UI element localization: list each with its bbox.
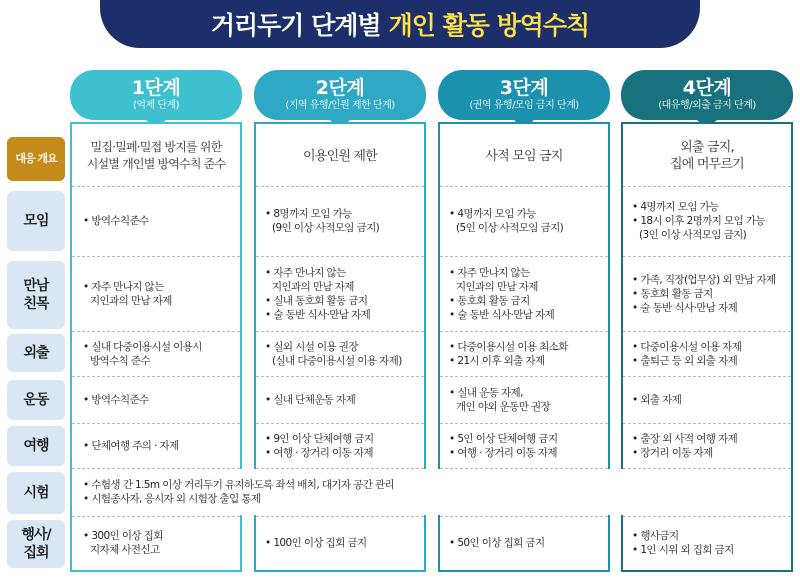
- meeting-stage-3: [446, 188, 606, 254]
- list-item: • 술 동반 식사·만남 자제: [449, 309, 555, 321]
- event-stage-1: [80, 517, 238, 569]
- travel-stage-3: [446, 424, 606, 467]
- row-separator: [623, 186, 791, 187]
- row-separator: [440, 256, 608, 257]
- list-item: • 4명까지 모임 가능 (5인 이상 사적모임 금지): [449, 208, 564, 234]
- list-item: • 18시 이후 2명까지 모임 가능 (3인 이상 사적모임 금지): [632, 215, 765, 241]
- summary-text: 사적 모임 금지: [485, 148, 563, 164]
- list-item: • 1인 시위 외 집회 금지: [632, 544, 734, 556]
- stage-4-sub: (대유행/외출 금지 단계): [658, 100, 756, 111]
- list-item: • 다중이용시설 이용 최소화: [449, 340, 568, 353]
- row-separator: [256, 256, 424, 257]
- list-item: • 동호회 활동 금지: [449, 295, 530, 307]
- title-part2: 개인 활동 방역수칙: [388, 11, 590, 40]
- row-label-event: 행사/ 집회: [7, 520, 65, 568]
- outing-stage-1: [80, 332, 238, 375]
- title-part1: 거리두기 단계별: [210, 11, 381, 40]
- outing-stage-2: [262, 332, 422, 375]
- list-item: • 행사금지: [632, 530, 679, 542]
- list-item: • 자주 만나지 않는 지인과의 만남 자제: [83, 281, 172, 307]
- exercise-stage-3: [446, 377, 606, 422]
- stage-2-name: 2단계: [315, 77, 365, 99]
- list-item: • 단체여행 주의 · 자제: [83, 439, 179, 452]
- list-item: • 가족, 직장(업무상) 외 만남 자제: [632, 274, 776, 286]
- stage-1-header: [70, 70, 242, 120]
- summary-stage-4: [623, 127, 791, 185]
- list-item: • 출퇴근 등 외 외출 자제: [632, 354, 738, 367]
- list-item: • 시험종사자, 응시자 외 시험장 출입 통제: [83, 493, 261, 505]
- meeting-stage-1: [80, 188, 238, 254]
- stage-4-name: 4단계: [682, 77, 732, 99]
- list-item: • 50인 이상 집회 금지: [449, 537, 545, 549]
- row-label-travel: 여행: [7, 426, 65, 466]
- row-label-meeting: 모임: [7, 191, 65, 251]
- travel-stage-1: [80, 424, 238, 467]
- page-title: [100, 0, 700, 48]
- event-stage-3: [446, 517, 606, 569]
- list-item: • 실내 단체운동 자제: [265, 393, 356, 406]
- list-item: • 여행 · 장거리 이동 자제: [449, 446, 557, 459]
- social-stage-2: [262, 258, 422, 330]
- list-item: • 100인 이상 집회 금지: [265, 537, 367, 549]
- list-item: • 장거리 이동 자제: [632, 446, 713, 459]
- summary-stage-1: [72, 127, 240, 185]
- stage-1-sub: (억제 단계): [132, 100, 180, 111]
- list-item: • 실내 운동 자제, 개인 야외 운동만 권장: [449, 386, 551, 413]
- travel-stage-4: [629, 424, 789, 467]
- list-item: • 방역수칙준수: [83, 393, 149, 406]
- list-item: • 9인 이상 단체여행 금지: [265, 432, 374, 445]
- row-separator: [440, 186, 608, 187]
- list-item: • 실내 다중이용시설 이용시 방역수칙 준수: [83, 340, 202, 367]
- meeting-stage-2: [262, 188, 422, 254]
- row-separator: [256, 186, 424, 187]
- exam-all-stages: [80, 469, 785, 515]
- outing-stage-4: [629, 332, 789, 375]
- summary-text: 이용인원 제한: [303, 148, 377, 164]
- row-separator: [72, 186, 240, 187]
- row-separator: [72, 256, 240, 257]
- social-stage-4: [629, 258, 789, 330]
- exercise-stage-4: [629, 377, 789, 422]
- list-item: • 동호회 활동 금지: [632, 288, 713, 300]
- summary-text: 외출 금지, 집에 머무르기: [670, 140, 744, 172]
- summary-stage-3: [440, 127, 608, 185]
- stage-3-sub: (권역 유행/모임 금지 단계): [469, 100, 579, 111]
- list-item: • 여행 · 장거리 이동 자제: [265, 446, 373, 459]
- list-item: • 술 동반 식사·만남 자제: [265, 309, 371, 321]
- list-item: • 21시 이후 외출 자제: [449, 354, 545, 367]
- summary-stage-2: [256, 127, 424, 185]
- stage-3-header: [438, 70, 610, 120]
- exercise-stage-1: [80, 377, 238, 422]
- list-item: • 실내 동호회 활동 금지: [265, 295, 368, 307]
- event-stage-2: [262, 517, 422, 569]
- list-item: • 다중이용시설 이용 자제: [632, 340, 742, 353]
- event-stage-4: [629, 517, 789, 569]
- travel-stage-2: [262, 424, 422, 467]
- social-stage-1: [80, 258, 238, 330]
- list-item: • 300인 이상 집회 지자체 사전신고: [83, 530, 163, 556]
- meeting-stage-4: [629, 188, 789, 254]
- summary-text: 밀집·밀폐·밀접 방지를 위한 시설별 개인별 방역수칙 준수: [86, 140, 226, 171]
- list-item: • 5인 이상 단체여행 금지: [449, 432, 558, 445]
- row-separator: [623, 256, 791, 257]
- row-label-exam: 시험: [7, 472, 65, 514]
- list-item: • 자주 만나지 않는 지인과의 만남 자제: [265, 267, 354, 293]
- stage-1-name: 1단계: [131, 77, 181, 99]
- row-label-outing: 외출: [7, 334, 65, 372]
- row-label-summary: 대응 개요: [7, 137, 65, 181]
- outing-stage-3: [446, 332, 606, 375]
- list-item: • 실외 시설 이용 권장 (실내 다중이용시설 이용 자제): [265, 340, 402, 367]
- social-stage-3: [446, 258, 606, 330]
- stage-3-name: 3단계: [499, 77, 549, 99]
- list-item: • 방역수칙준수: [83, 215, 149, 227]
- list-item: • 출장 외 사적 여행 자제: [632, 432, 738, 445]
- stage-2-header: [254, 70, 426, 120]
- list-item: • 수험생 간 1.5m 이상 거리두기 유지하도록 좌석 배치, 대기자 공간 관리: [83, 479, 395, 491]
- stage-4-header: [621, 70, 793, 120]
- stage-2-sub: (지역 유행/인원 제한 단계): [285, 100, 395, 111]
- list-item: • 술 동반 식사·만남 자제: [632, 302, 738, 314]
- row-label-social: 만남 친목: [7, 261, 65, 329]
- list-item: • 외출 자제: [632, 393, 682, 406]
- list-item: • 자주 만나지 않는 지인과의 만남 자제: [449, 267, 538, 293]
- list-item: • 4명까지 모임 가능: [632, 201, 719, 213]
- row-label-exercise: 운동: [7, 380, 65, 420]
- exercise-stage-2: [262, 377, 422, 422]
- list-item: • 8명까지 모임 가능 (9인 이상 사적모임 금지): [265, 208, 380, 234]
